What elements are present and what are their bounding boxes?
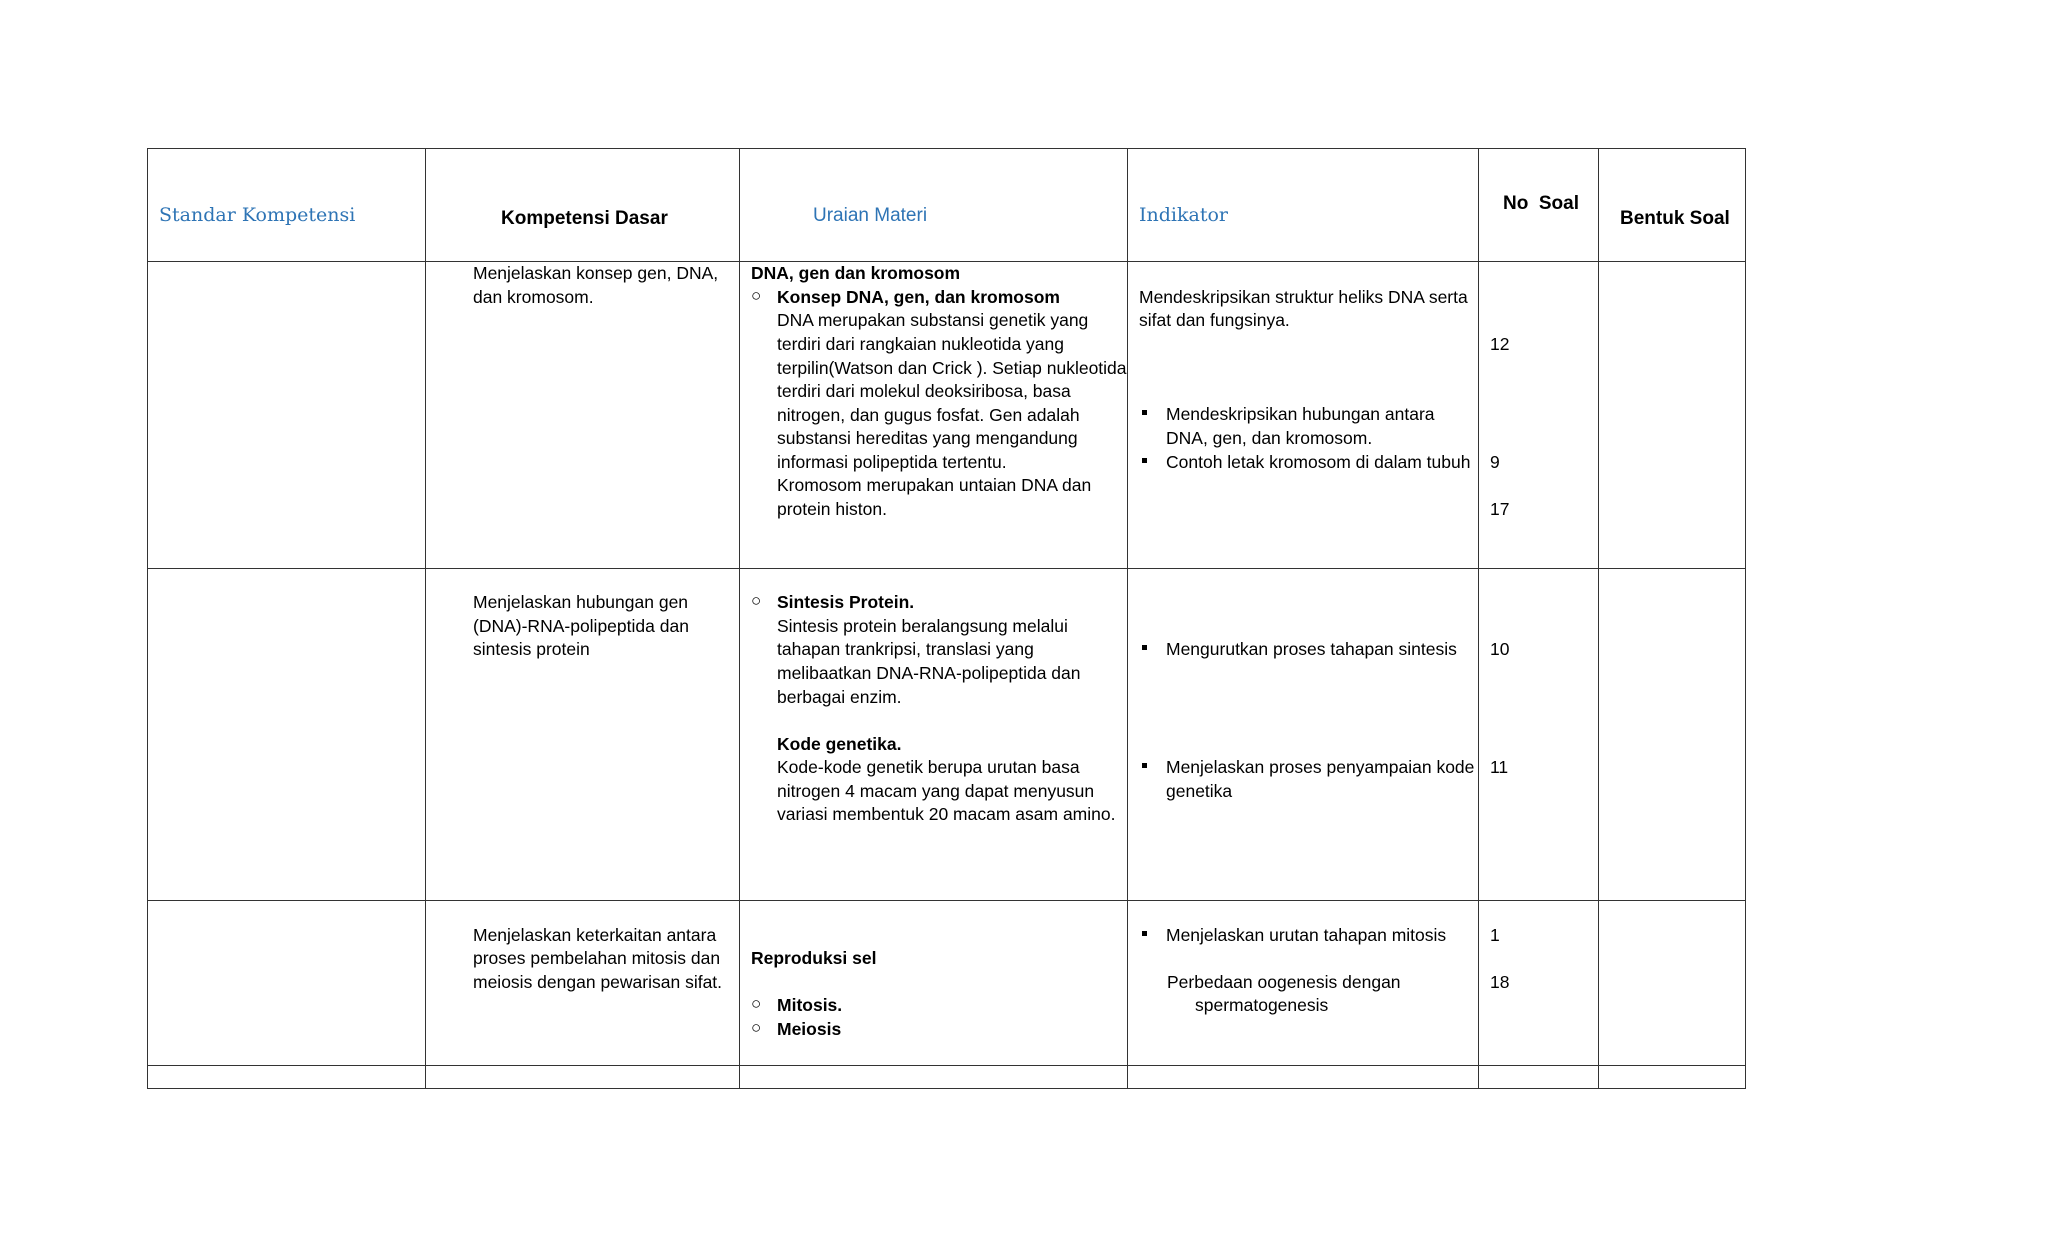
kisi-kisi-table	[147, 148, 1746, 1089]
row1-uraian-line: substansi hereditas yang mengandung	[777, 428, 1078, 448]
header-uraian-materi: Uraian Materi	[813, 205, 928, 226]
row2-kompetensi-line: Menjelaskan hubungan gen	[473, 592, 689, 612]
circle-bullet-icon: ○	[751, 591, 762, 610]
column-divider	[1598, 149, 1599, 1088]
row1-no-soal: 9	[1490, 452, 1500, 472]
header-kompetensi-dasar: Kompetensi Dasar	[501, 208, 668, 229]
row1-no-soal: 17	[1490, 499, 1510, 519]
row3-kompetensi-line: Menjelaskan keterkaitan antara	[473, 925, 717, 945]
row1-uraian-line: nitrogen, dan gugus fosfat. Gen adalah	[777, 405, 1080, 425]
circle-bullet-icon: ○	[751, 286, 762, 305]
row1-indikator-bullet: DNA, gen, dan kromosom.	[1166, 428, 1373, 448]
row3-kompetensi-line: meiosis dengan pewarisan sifat.	[473, 972, 723, 992]
row-divider	[148, 900, 1745, 901]
circle-bullet-icon: ○	[751, 1018, 762, 1037]
row2-kompetensi-line: (DNA)-RNA-polipeptida dan	[473, 616, 689, 636]
row1-uraian-line: informasi polipeptida tertentu.	[777, 452, 1007, 472]
header-bentuk-soal: Bentuk Soal	[1620, 208, 1730, 229]
row2-uraian-line: melibaatkan DNA-RNA-polipeptida dan	[777, 663, 1081, 683]
circle-bullet-icon: ○	[751, 994, 762, 1013]
row3-indikator-line: Perbedaan oogenesis dengan	[1167, 972, 1401, 992]
row1-uraian-line: terpilin(Watson dan Crick ). Setiap nukleotida	[777, 358, 1127, 378]
row2-indikator-bullet: Menjelaskan proses penyampaian kode	[1166, 757, 1475, 777]
row3-indikator-bullet: Menjelaskan urutan tahapan mitosis	[1166, 925, 1447, 945]
row2-kompetensi-line: sintesis protein	[473, 639, 590, 659]
row3-uraian-item: Mitosis.	[777, 995, 843, 1015]
row2-uraian-line: berbagai enzim.	[777, 687, 902, 707]
row1-kompetensi-line: Menjelaskan konsep gen, DNA,	[473, 263, 719, 283]
row1-indikator-bullet: Contoh letak kromosom di dalam tubuh	[1166, 452, 1471, 472]
square-bullet-icon	[1142, 763, 1147, 768]
column-divider	[1127, 149, 1128, 1088]
row2-no-soal: 11	[1490, 757, 1509, 777]
row2-indikator-bullet: genetika	[1166, 781, 1233, 801]
row1-uraian-subtitle: Konsep DNA, gen, dan kromosom	[777, 287, 1060, 307]
row2-no-soal: 10	[1490, 639, 1510, 659]
column-divider	[425, 149, 426, 1088]
row2-indikator-bullet: Mengurutkan proses tahapan sintesis	[1166, 639, 1457, 659]
row3-no-soal: 1	[1490, 925, 1500, 945]
header-no-soal: No Soal	[1503, 193, 1580, 214]
row1-indikator-line: sifat dan fungsinya.	[1139, 310, 1290, 330]
row1-uraian-title: DNA, gen dan kromosom	[751, 263, 961, 283]
column-divider	[1478, 149, 1479, 1088]
row1-uraian-line: terdiri dari rangkaian nukleotida yang	[777, 334, 1064, 354]
column-divider	[739, 149, 740, 1088]
row-divider	[148, 1065, 1745, 1066]
row-divider	[148, 568, 1745, 569]
row3-uraian-item: Meiosis	[777, 1019, 842, 1039]
header-indikator: Indikator	[1139, 204, 1228, 226]
row1-kompetensi-line: dan kromosom.	[473, 287, 594, 307]
row1-uraian-line: DNA merupakan substansi genetik yang	[777, 310, 1089, 330]
square-bullet-icon	[1142, 645, 1147, 650]
row2-uraian-line: Sintesis protein beralangsung melalui	[777, 616, 1068, 636]
row1-uraian-line: terdiri dari molekul deoksiribosa, basa	[777, 381, 1071, 401]
square-bullet-icon	[1142, 458, 1147, 463]
row3-indikator-line: spermatogenesis	[1195, 995, 1329, 1015]
row3-no-soal: 18	[1490, 972, 1510, 992]
row3-uraian-title: Reproduksi sel	[751, 948, 877, 968]
row1-uraian-line: Kromosom merupakan untaian DNA dan	[777, 475, 1092, 495]
square-bullet-icon	[1142, 931, 1147, 936]
row2-uraian-subtitle: Kode genetika.	[777, 734, 902, 754]
square-bullet-icon	[1142, 410, 1147, 415]
row3-kompetensi-line: proses pembelahan mitosis dan	[473, 948, 721, 968]
row2-uraian-line: variasi membentuk 20 macam asam amino.	[777, 804, 1116, 824]
row1-indikator-line: Mendeskripsikan struktur heliks DNA serta	[1139, 287, 1468, 307]
row2-uraian-subtitle: Sintesis Protein.	[777, 592, 915, 612]
row1-no-soal: 12	[1490, 334, 1510, 354]
row2-uraian-line: tahapan trankripsi, translasi yang	[777, 639, 1034, 659]
row1-indikator-bullet: Mendeskripsikan hubungan antara	[1166, 404, 1435, 424]
header-standar-kompetensi: Standar Kompetensi	[159, 204, 356, 226]
row1-uraian-line: protein histon.	[777, 499, 887, 519]
row2-uraian-line: nitrogen 4 macam yang dapat menyusun	[777, 781, 1095, 801]
row2-uraian-line: Kode-kode genetik berupa urutan basa	[777, 757, 1080, 777]
